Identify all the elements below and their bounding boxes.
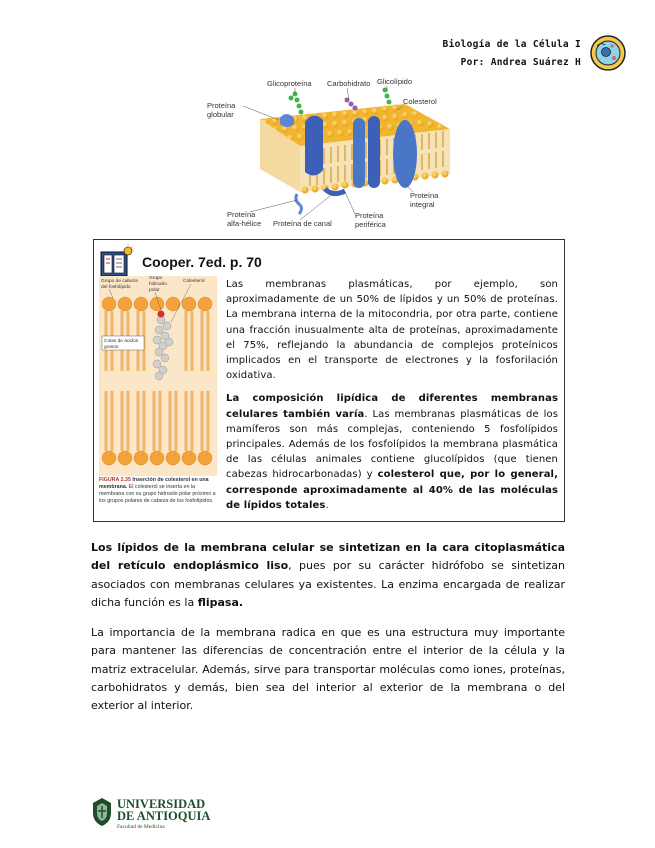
cooper-quote-box [93, 239, 565, 522]
fig-label-hydroxyl-1: Grupo [149, 276, 163, 281]
fig-label-cholesterol: Colesterol [183, 279, 205, 284]
label-alpha-helix-2: alfa-hélice [227, 219, 262, 228]
label-channel-protein: Proteína de canal [273, 219, 332, 228]
membrane-diagram [205, 74, 455, 234]
label-integral-protein-1: Proteína [410, 191, 439, 200]
fig-label-head-group-1: Grupo de cabeza [101, 279, 138, 284]
box-p2-bold-1: La composición lipídica de diferentes membranas celulares también varía [226, 393, 558, 420]
fig-label-fatty-tails-2: grasos [104, 345, 119, 350]
caption-text: El colesterol se inserta en la membrana con su grupo hidroxilo polar próximo a los grupos polares de cabeza de los fosfolípidos. [99, 484, 216, 504]
logo-line-3: Facultad de Medicina [117, 824, 165, 830]
label-integral-protein-2: integral [410, 200, 435, 209]
box-text [226, 277, 558, 521]
body-p1-bold-2: flipasa. [197, 595, 244, 609]
logo-line-2: DE ANTIOQUIA [117, 809, 211, 823]
author-line: Por: Andrea Suárez H [460, 57, 581, 68]
page-header [442, 34, 627, 74]
label-globular-protein-2: globular [207, 110, 234, 119]
fig-label-hydroxyl-3: polar [149, 288, 160, 293]
body-paragraph-2: La importancia de la membrana radica en que es una estructura muy importante para mantener las diferencias de concentración entre el interior de la célula y la matriz extracelular. Además, sirve para transportar moléculas como iones, proteínas, carbohidratos y demás, bien sea del interior al exterior de la membrana o del exterior al interior. [91, 626, 565, 713]
label-globular-protein-1: Proteína [207, 101, 236, 110]
label-peripheral-1: Proteína [355, 211, 384, 220]
label-cholesterol: Colesterol [403, 97, 437, 106]
body-p1-text: , pues por su carácter hidrófobo se sintetizan asociados con membranas celulares ya existentes. La enzima encargada de realizar dicha función es la [91, 559, 565, 609]
label-glycoprotein: Glicoproteína [267, 79, 312, 88]
logo-line-1: UNIVERSIDAD [117, 797, 206, 811]
book-icon [99, 244, 135, 278]
label-carbohydrate: Carbohidrato [327, 79, 371, 88]
fig-label-fatty-tails-1: Colas de ácidos [104, 339, 139, 344]
logo-text [117, 798, 210, 831]
figure-caption [99, 477, 217, 505]
fig-label-hydroxyl-2: hidroxilo [149, 282, 167, 287]
caption-title: Inserción de colesterol en una membrana. [99, 477, 209, 490]
box-paragraph-2 [226, 391, 558, 513]
caption-label: FIGURA 2.35 [99, 477, 131, 483]
university-logo [91, 797, 231, 833]
box-p2-text-1: . Las membranas plasmáticas de los mamíferos son más complejas, conteniendo 5 fosfolípidos principales. Además de los fosfolípidos la membrana plasmática de las células animales contiene glucolípidos (que tienen cabezas hidrocarbonadas) y [226, 408, 558, 481]
fig-label-head-group-2: del fosfolípido [101, 285, 131, 290]
box-paragraph-1: Las membranas plasmáticas, por ejemplo, son aproximadamente de un 50% de lípidos y un 50% de proteínas. La membrana interna de la mitocondria, por otra parte, contiene una fracción inusualmente alta de proteínas, aproximadamente el 75%, reflejando la abundancia de complejos proteínicos implicados en el transporte de electrones y la fosforilación oxidativa. [226, 279, 558, 382]
box-title: Cooper. 7ed. p. 70 [142, 254, 262, 270]
cell-icon [589, 34, 627, 72]
label-alpha-helix-1: Proteína [227, 210, 256, 219]
university-crest-icon [91, 797, 113, 827]
body-p1-bold: Los lípidos de la membrana celular se sintetizan en la cara citoplasmática del retículo endoplásmico liso [91, 541, 565, 573]
box-p2-bold-2: colesterol que, por lo general, corresponde aproximadamente al 40% de las moléculas de lípidos totales [226, 469, 558, 511]
label-glycolipid: Glicolípido [377, 77, 413, 86]
body-paragraph-1 [91, 539, 565, 612]
box-p2-text-2: . [325, 499, 329, 511]
label-peripheral-2: periférica [355, 220, 386, 229]
course-title: Biología de la Célula I [442, 39, 581, 50]
